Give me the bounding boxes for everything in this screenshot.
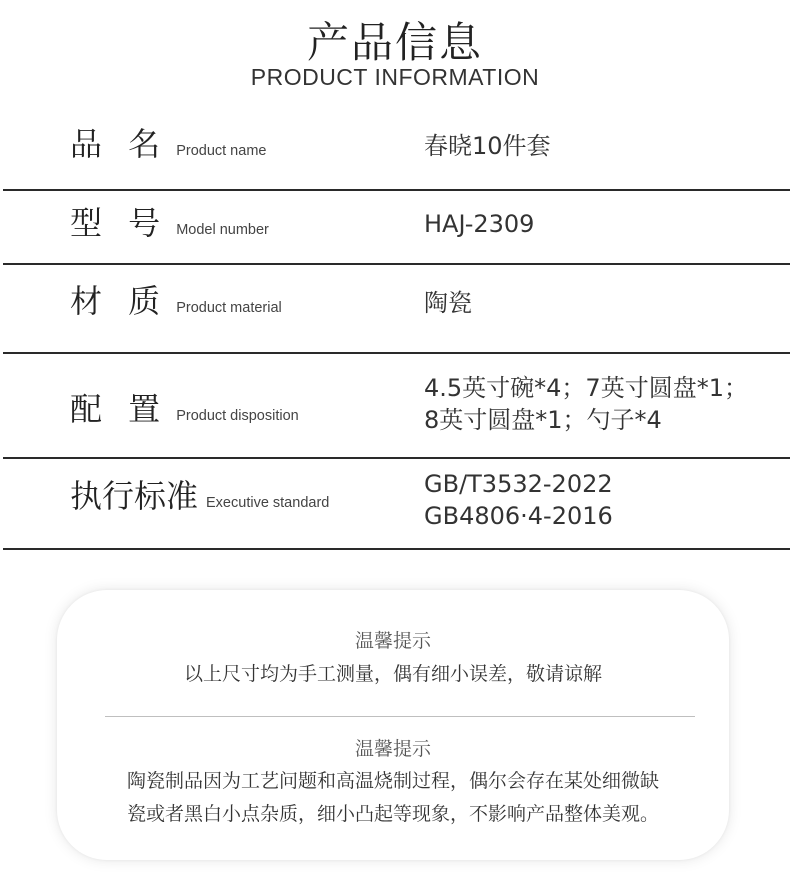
spec-value-line: 4.5英寸碗*4；7英寸圆盘*1；: [424, 374, 748, 402]
spec-label-en: Product disposition: [176, 407, 299, 424]
spec-value: [424, 372, 748, 436]
spec-value: [424, 468, 613, 532]
notice-card: [57, 590, 729, 860]
spec-value: [424, 208, 534, 240]
page-subtitle: PRODUCT INFORMATION: [250, 64, 540, 90]
notice-text-line: 瓷或者黑白小点杂质，细小凸起等现象，不影响产品整体美观。: [126, 803, 659, 825]
notice-text: 以上尺寸均为手工测量，偶有细小误差，敬请谅解: [183, 663, 602, 685]
spec-value-line: HAJ-2309: [424, 210, 535, 238]
spec-label-en: Product material: [176, 299, 282, 316]
spec-label: [70, 477, 330, 515]
row-divider: [3, 263, 790, 265]
row-divider: [3, 352, 790, 354]
row-divider: [3, 457, 790, 459]
spec-label: [70, 282, 282, 320]
notice-heading: 温馨提示: [354, 738, 431, 760]
spec-value-line: 陶瓷: [424, 289, 472, 317]
notice-text: [57, 765, 729, 831]
spec-label-en: Model number: [176, 221, 269, 238]
row-divider: [3, 548, 790, 550]
spec-value-line: GB4806·4-2016: [424, 502, 613, 530]
spec-label-cn: 型 号: [70, 204, 169, 242]
page-title: 产品信息: [306, 18, 483, 67]
spec-label-cn: 品 名: [70, 125, 169, 163]
notice-text-line: 陶瓷制品因为工艺问题和高温烧制过程，偶尔会存在某处细微缺: [126, 770, 659, 792]
spec-label-en: Product name: [176, 142, 267, 159]
spec-value: [424, 287, 472, 319]
row-divider: [3, 189, 790, 191]
spec-label-cn: 材 质: [70, 282, 169, 320]
spec-value: [424, 130, 551, 162]
spec-value-line: 8英寸圆盘*1；勺子*4: [424, 406, 662, 434]
spec-label: [70, 390, 299, 428]
spec-label-cn: 配 置: [70, 390, 169, 428]
notice-heading: 温馨提示: [354, 630, 431, 652]
spec-label-cn: 执行标准: [70, 477, 199, 515]
spec-label-en: Executive standard: [206, 494, 330, 511]
spec-value-line: 春晓10件套: [424, 132, 551, 160]
spec-label: [70, 204, 269, 242]
spec-label: [70, 125, 267, 163]
notice-divider: [105, 716, 695, 717]
spec-value-line: GB/T3532-2022: [424, 470, 613, 498]
